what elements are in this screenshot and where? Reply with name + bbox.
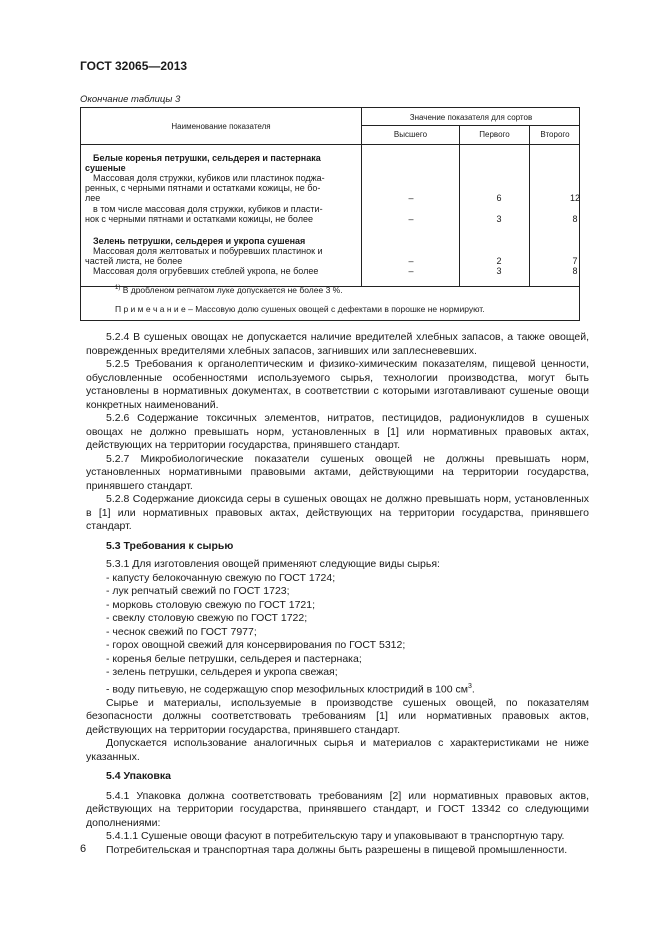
row-text: частей листа, не более [85,256,183,266]
col-header-grade-first: Первого [479,130,510,139]
paragraph-5-2-6: 5.2.6 Содержание токсичных элементов, нитратов, пестицидов, радионуклидов в сушеных овощах не должно превышать норм, установленных в [1] или нормативных правовых актах, действующих на территории государства, принявшего стандарт. [86,412,589,451]
row-text: Массовая доля стружки, кубиков или пластинок поджа- [93,173,325,183]
paragraph-5-2-4: 5.2.4 В сушеных овощах не допускается наличие вредителей хлебных запасов, а также овощей, поврежденных вредителями хлебных запасов, загнивших или заплесневевших. [86,331,589,357]
paragraph-5-2-7: 5.2.7 Микробиологические показатели сушеных овощей не должны превышать норм, установленных нормативными правовыми актами, действующими на территории государства, принявшего стандарт. [86,452,589,492]
document-header: ГОСТ 32065—2013 [80,59,188,73]
value-cell: 3 [496,266,502,276]
value-cell: – [408,256,414,266]
paragraph-analog: Допускается использование аналогичных сырья и материалов с характеристиками не ниже указанных. [86,737,589,763]
section-roots-title-cont: сушеные [85,163,126,173]
value-cell: 8 [572,266,578,276]
table-footnote [115,285,343,295]
col-header-grade-second: Второго [540,130,570,139]
list-item: - капусту белокочанную свежую по ГОСТ 1724; [106,571,336,584]
value-cell: 8 [572,214,578,224]
value-cell: – [408,266,414,276]
list-item: - лук репчатый свежий по ГОСТ 1723; [106,585,290,597]
paragraph-5-4-1: 5.4.1 Упаковка должна соответствовать требованиям [2] или нормативных правовых актов, действующих на территории государства, принявшего стандарт, и ГОСТ 13342 со следующими дополнениями: [86,789,589,829]
footnote-mark: 1) [115,285,121,292]
list-item: - коренья белые петрушки, сельдерея и пастернака; [106,652,362,665]
row-text: ренных, с черными пятнами и остатками кожицы, не бо- [85,183,321,193]
value-cell: – [408,193,414,203]
page-number: 6 [80,843,87,855]
value-cell: 2 [496,256,502,266]
paragraph-5-3-1: 5.3.1 Для изготовления овощей применяют следующие виды сырья: [106,558,440,570]
list-item-end: . [471,683,475,695]
row-text: Массовая доля огрубевших стеблей укропа, не более [93,266,319,276]
value-cell: 3 [496,214,502,224]
paragraph-5-2-5: 5.2.5 Требования к органолептическим и физико-химическим показателям, пищевой ценности, обусловленные особенностями используемого сырья, технологии производства, могут быть установлены в нормативных документах, в соответствии с которыми изготавливают сушеные овощи конкретных наименований. [86,358,589,411]
list-item: - чеснок свежий по ГОСТ 7977; [106,625,257,638]
col-header-grade-top: Высшего [393,130,428,139]
heading-5-4: 5.4 Упаковка [106,770,171,782]
col-header-group: Значение показателя для сортов [409,113,533,122]
note-label: П р и м е ч а н и е [115,304,186,314]
list-item: - морковь столовую свежую по ГОСТ 1721; [106,598,316,611]
indicator-table [80,107,580,321]
value-cell: – [408,214,414,224]
row-text: лее [85,193,101,203]
footnote-text: В дробленом репчатом луке допускается не более 3 %. [122,285,343,295]
table-caption: Окончание таблицы 3 [80,94,181,105]
section-roots-title: Белые коренья петрушки, сельдерея и пастернака [93,153,321,163]
col-header-name: Наименование показателя [171,122,271,131]
list-item: - свеклу столовую свежую по ГОСТ 1722; [106,612,308,624]
superscript: 3 [468,682,472,690]
value-cell: 6 [496,193,502,203]
list-item [86,680,589,697]
list-item: - зелень петрушки, сельдерея и укропа свежая; [106,666,338,678]
paragraph-tara: Потребительская и транспортная тара должны быть разрешены в пищевой промышленности. [106,843,568,856]
main-text [86,331,589,857]
table-note [115,304,485,314]
value-cell: 7 [572,256,578,266]
note-text: – Массовую долю сушеных овощей с дефектами в порошке не нормируют. [185,304,485,314]
value-cell: 12 [569,193,580,203]
row-text: Массовая доля желтоватых и побуревших пластинок и [93,246,323,256]
list-item: - горох овощной свежий для консервирования по ГОСТ 5312; [106,639,406,651]
paragraph-5-4-1-1: 5.4.1.1 Сушеные овощи фасуют в потребительскую тару и упаковывают в транспортную тару. [106,830,565,842]
paragraph-raw-materials: Сырье и материалы, используемые в производстве сушеных овощей, по показателям безопасности должны соответствовать требованиям [1] или нормативных правовых актов, действующих на территории государства, принявшего стандарт. [86,696,589,736]
list-item-text: - воду питьевую, не содержащую спор мезофильных клостридий в 100 см [106,683,468,695]
section-greens-title: Зелень петрушки, сельдерея и укропа сушеная [93,236,306,246]
heading-5-3: 5.3 Требования к сырью [106,539,234,552]
row-text: нок с черными пятнами и остатками кожицы, не более [85,214,313,224]
paragraph-5-2-8: 5.2.8 Содержание диоксида серы в сушеных овощах не должно превышать норм, установленных в [1] или нормативных правовых актах, действующих на территории государства, принявшего стандарт. [86,493,589,532]
row-text: в том числе массовая доля стружки, кубиков и пласти- [93,204,323,214]
